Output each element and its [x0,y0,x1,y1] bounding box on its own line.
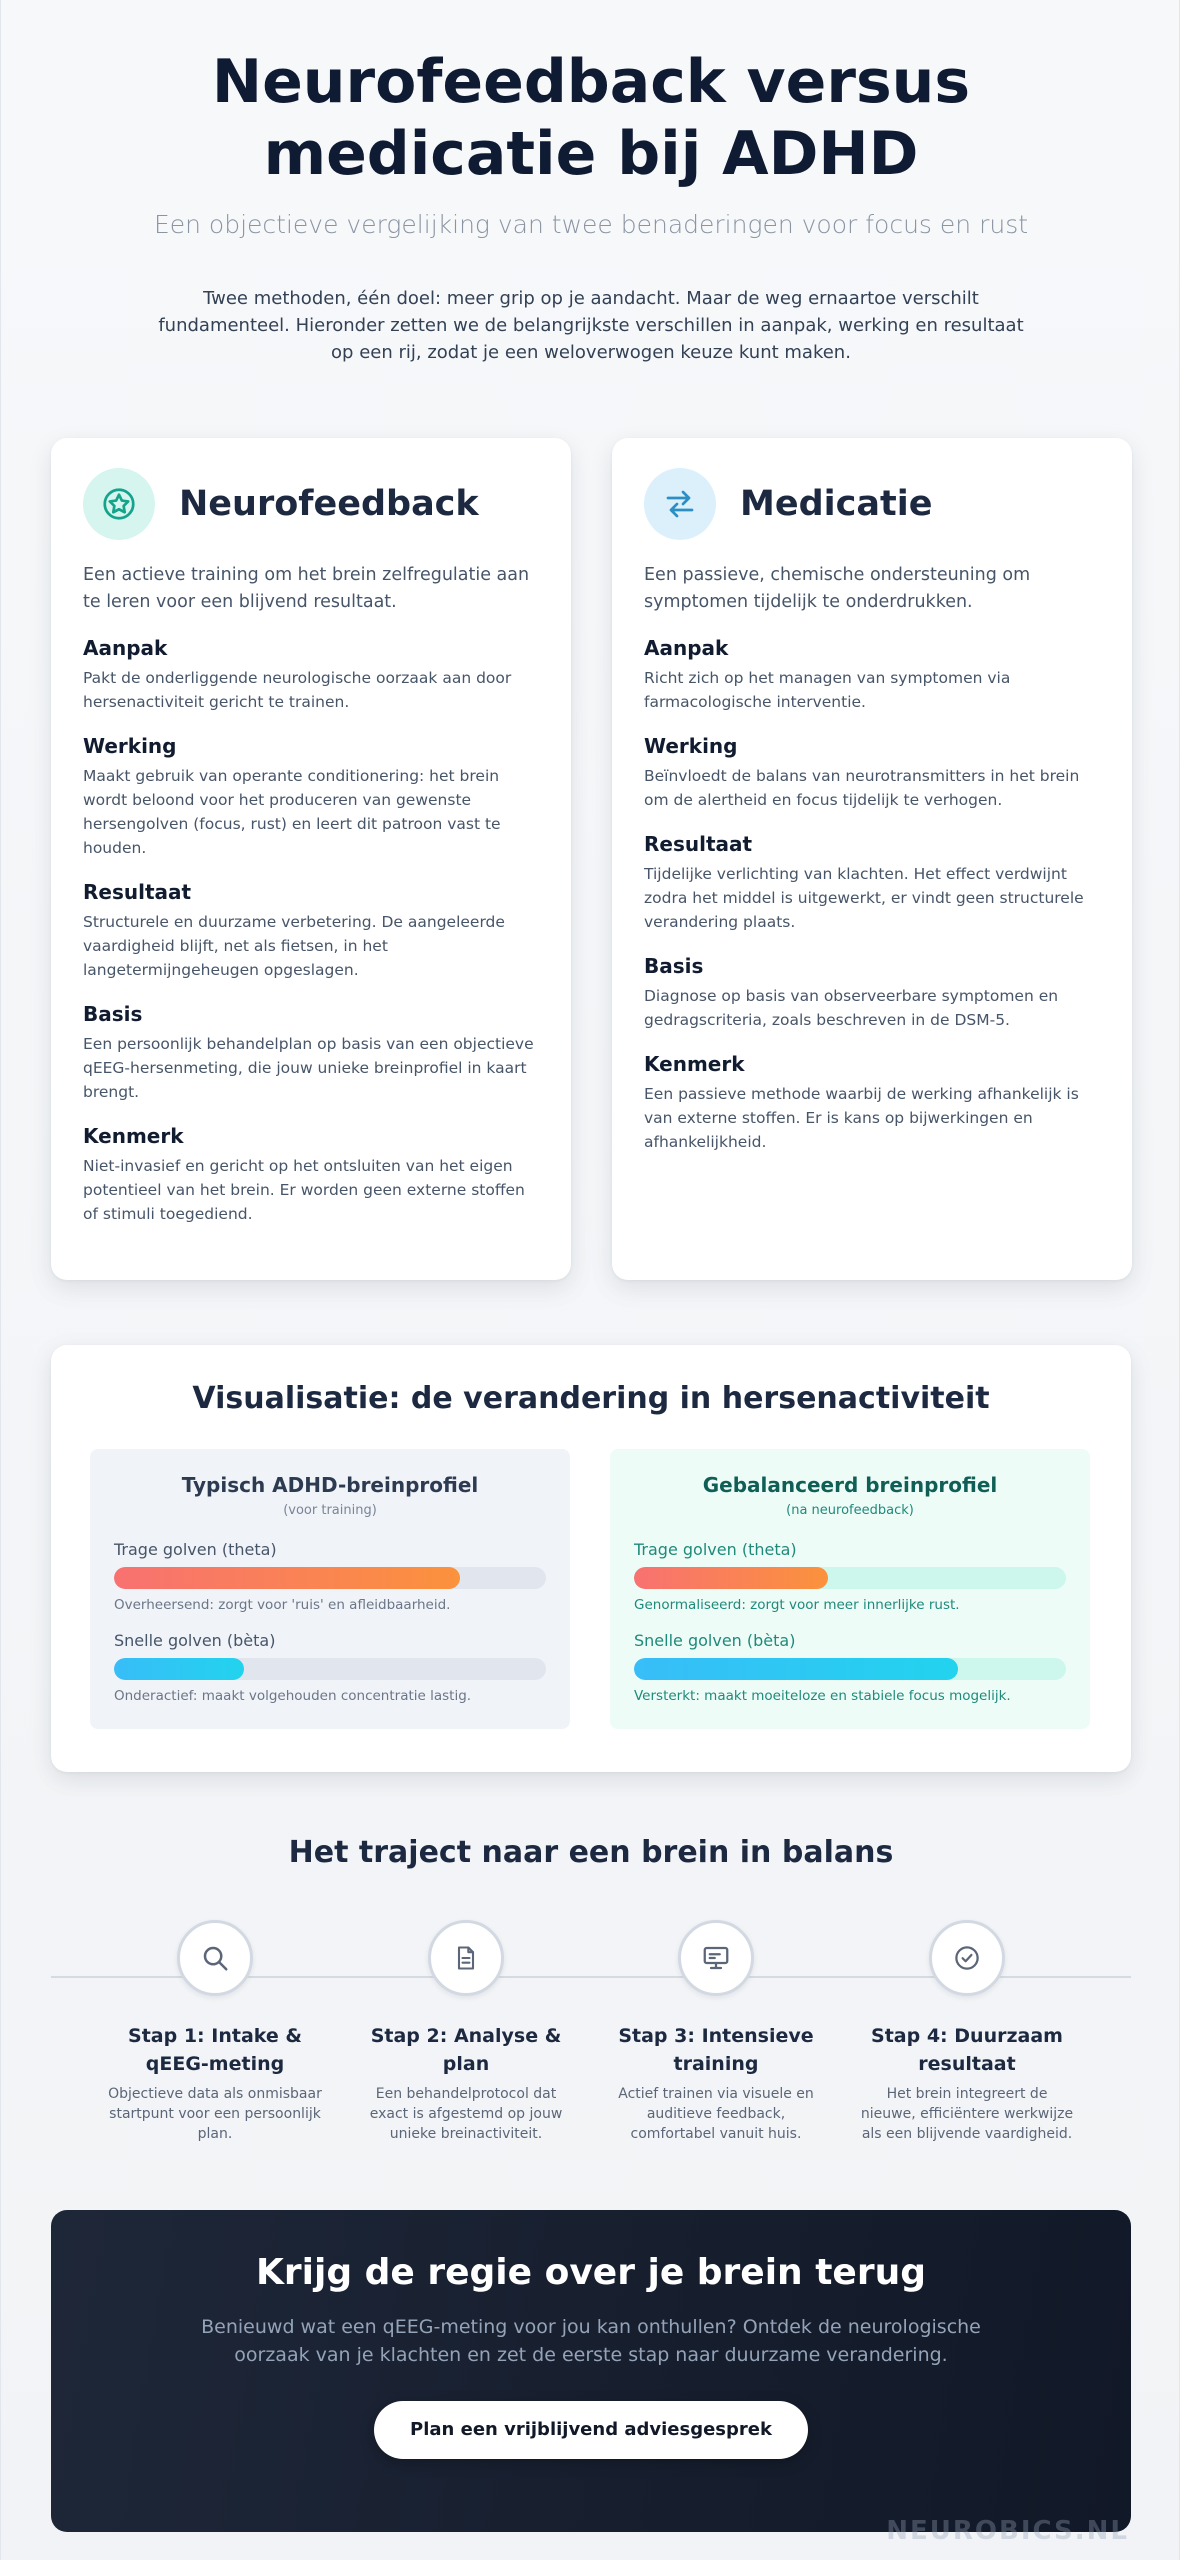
intro-text: Twee methoden, één doel: meer grip op je aandacht. Maar de weg ernaartoe verschilt fundamenteel. Hieronder zetten we de belangrijkste verschillen in aanpak, werking en resultaat op een rij, zodat je een weloverwogen keuze kunt maken. [158,288,1024,363]
hero [1,46,1180,366]
item-heading: Werking [644,734,738,758]
metric-note: Onderactief: maakt volgehouden concentratie lastig. [114,1688,472,1704]
theta-metric [634,1540,1066,1613]
step-4 [847,1920,1087,2144]
item-text: Structurele en duurzame verbetering. De aangeleerde vaardigheid blijft, net als fietsen, in het langetermijngeheugen opgeslagen. [83,913,505,979]
step-text: Objectieve data als onmisbaar startpunt voor een persoonlijk plan. [108,2086,322,2142]
card-header [644,468,1100,540]
swap-arrows-icon [644,468,716,540]
item-heading: Resultaat [83,880,192,904]
theta-metric [114,1540,546,1613]
metric-label: Snelle golven (bèta) [634,1631,796,1650]
progress-track [634,1567,1066,1589]
document-icon [428,1920,504,1996]
metric-note: Versterkt: maakt moeiteloze en stabiele focus mogelijk. [634,1688,1011,1704]
card-header [83,468,539,540]
cta-text: Benieuwd wat een qEEG-meting voor jou kan onthullen? Ontdek de neurologische oorzaak van je klachten en zet de eerste stap naar duurzame verandering. [201,2316,981,2366]
item-text: Richt zich op het managen van symptomen via farmacologische interventie. [644,669,1011,711]
book-consultation-button[interactable]: Plan een vrijblijvend adviesgesprek [374,2401,808,2459]
item-heading: Werking [83,734,177,758]
theta-bar-fill [114,1567,460,1589]
progress-track [634,1658,1066,1680]
balanced-profile [610,1449,1090,1729]
metric-note: Genormaliseerd: zorgt voor meer innerlijke rust. [634,1597,960,1613]
page-title: Neurofeedback versus medicatie bij ADHD [211,47,971,189]
step-1 [95,1920,335,2144]
beta-bar-fill [114,1658,244,1680]
profile-subtitle: (voor training) [283,1503,377,1518]
item-heading: Kenmerk [83,1124,184,1148]
item-text: Een passieve methode waarbij de werking afhankelijk is van externe stoffen. Er is kans op bijwerkingen en afhankelijkheid. [644,1085,1079,1151]
step-text: Actief trainen via visuele en auditieve feedback, comfortabel vanuit huis. [618,2086,814,2142]
item-heading: Kenmerk [644,1052,745,1076]
list-item [644,1052,1100,1154]
watermark: NEUROBICS.NL [886,2516,1129,2546]
item-heading: Basis [83,1002,143,1026]
metric-label: Trage golven (theta) [634,1540,797,1559]
list-item [83,880,539,982]
list-item [644,734,1100,812]
item-text: Niet-invasief en gericht op het ontsluiten van het eigen potentieel van het brein. Er worden geen externe stoffen of stimuli toegediend. [83,1157,525,1223]
progress-track [114,1658,546,1680]
beta-bar-fill [634,1658,958,1680]
card-title: Medicatie [740,484,933,524]
metric-label: Snelle golven (bèta) [114,1631,276,1650]
beta-metric [114,1631,546,1704]
item-text: Een persoonlijk behandelplan op basis van een objectieve qEEG-hersenmeting, die jouw unieke breinprofiel in kaart brengt. [83,1035,534,1101]
cta-title: Krijg de regie over je brein terug [256,2252,926,2293]
item-text: Pakt de onderliggende neurologische oorzaak aan door hersenactiviteit gericht te trainen. [83,669,512,711]
item-heading: Basis [644,954,704,978]
step-text: Het brein integreert de nieuwe, efficiëntere werkwijze als een blijvende vaardigheid. [860,2086,1074,2142]
list-item [83,734,539,860]
item-text: Maakt gebruik van operante conditionering: het brein wordt beloond voor het produceren van gewenste hersengolven (focus, rust) en leert dit patroon vast te houden. [83,767,501,857]
item-text: Tijdelijke verlichting van klachten. Het effect verdwijnt zodra het middel is uitgewerkt, er vindt geen structurele verandering plaats. [644,865,1084,931]
card-lead: Een passieve, chemische ondersteuning om symptomen tijdelijk te onderdrukken. [644,565,1031,612]
monitor-icon [678,1920,754,1996]
item-heading: Aanpak [83,636,168,660]
list-item [83,1002,539,1104]
star-badge-icon [83,468,155,540]
list-item [83,1124,539,1226]
neurofeedback-card [51,438,571,1280]
list-item [644,954,1100,1032]
progress-track [114,1567,546,1589]
profile-title: Gebalanceerd breinprofiel [702,1473,998,1497]
medicatie-card [612,438,1132,1280]
metric-label: Trage golven (theta) [114,1540,277,1559]
brain-activity-visualisation [51,1345,1131,1772]
card-lead: Een actieve training om het brein zelfregulatie aan te leren voor een blijvend resultaat. [83,565,530,612]
list-item [644,636,1100,714]
step-2 [346,1920,586,2144]
page-subtitle: Een objectieve vergelijking van twee benaderingen voor focus en rust [153,210,1029,239]
item-heading: Resultaat [644,832,753,856]
list-item [83,636,539,714]
step-text: Een behandelprotocol dat exact is afgestemd op jouw unieke breinactiviteit. [369,2086,563,2142]
step-title: Stap 1: Intake & qEEG-meting [128,2025,302,2075]
profile-subtitle: (na neurofeedback) [786,1503,914,1518]
traject-title: Het traject naar een brein in balans [288,1835,894,1870]
section-title: Visualisatie: de verandering in hersenactiviteit [192,1381,990,1416]
theta-bar-fill [634,1567,828,1589]
card-title: Neurofeedback [179,484,479,524]
step-title: Stap 3: Intensieve training [618,2025,814,2075]
list-item [644,832,1100,934]
check-circle-icon [929,1920,1005,1996]
step-3 [596,1920,836,2144]
beta-metric [634,1631,1066,1704]
item-heading: Aanpak [644,636,729,660]
item-text: Beïnvloedt de balans van neurotransmitters in het brein om de alertheid en focus tijdelijk te verhogen. [644,767,1080,809]
search-icon [177,1920,253,1996]
typical-adhd-profile [90,1449,570,1729]
metric-note: Overheersend: zorgt voor 'ruis' en afleidbaarheid. [114,1597,451,1613]
step-title: Stap 2: Analyse & plan [370,2025,562,2075]
step-title: Stap 4: Duurzaam resultaat [871,2025,1063,2075]
profile-title: Typisch ADHD-breinprofiel [181,1473,479,1497]
item-text: Diagnose op basis van observeerbare symptomen en gedragscriteria, zoals beschreven in de DSM-5. [644,987,1059,1029]
cta-banner [51,2210,1131,2532]
